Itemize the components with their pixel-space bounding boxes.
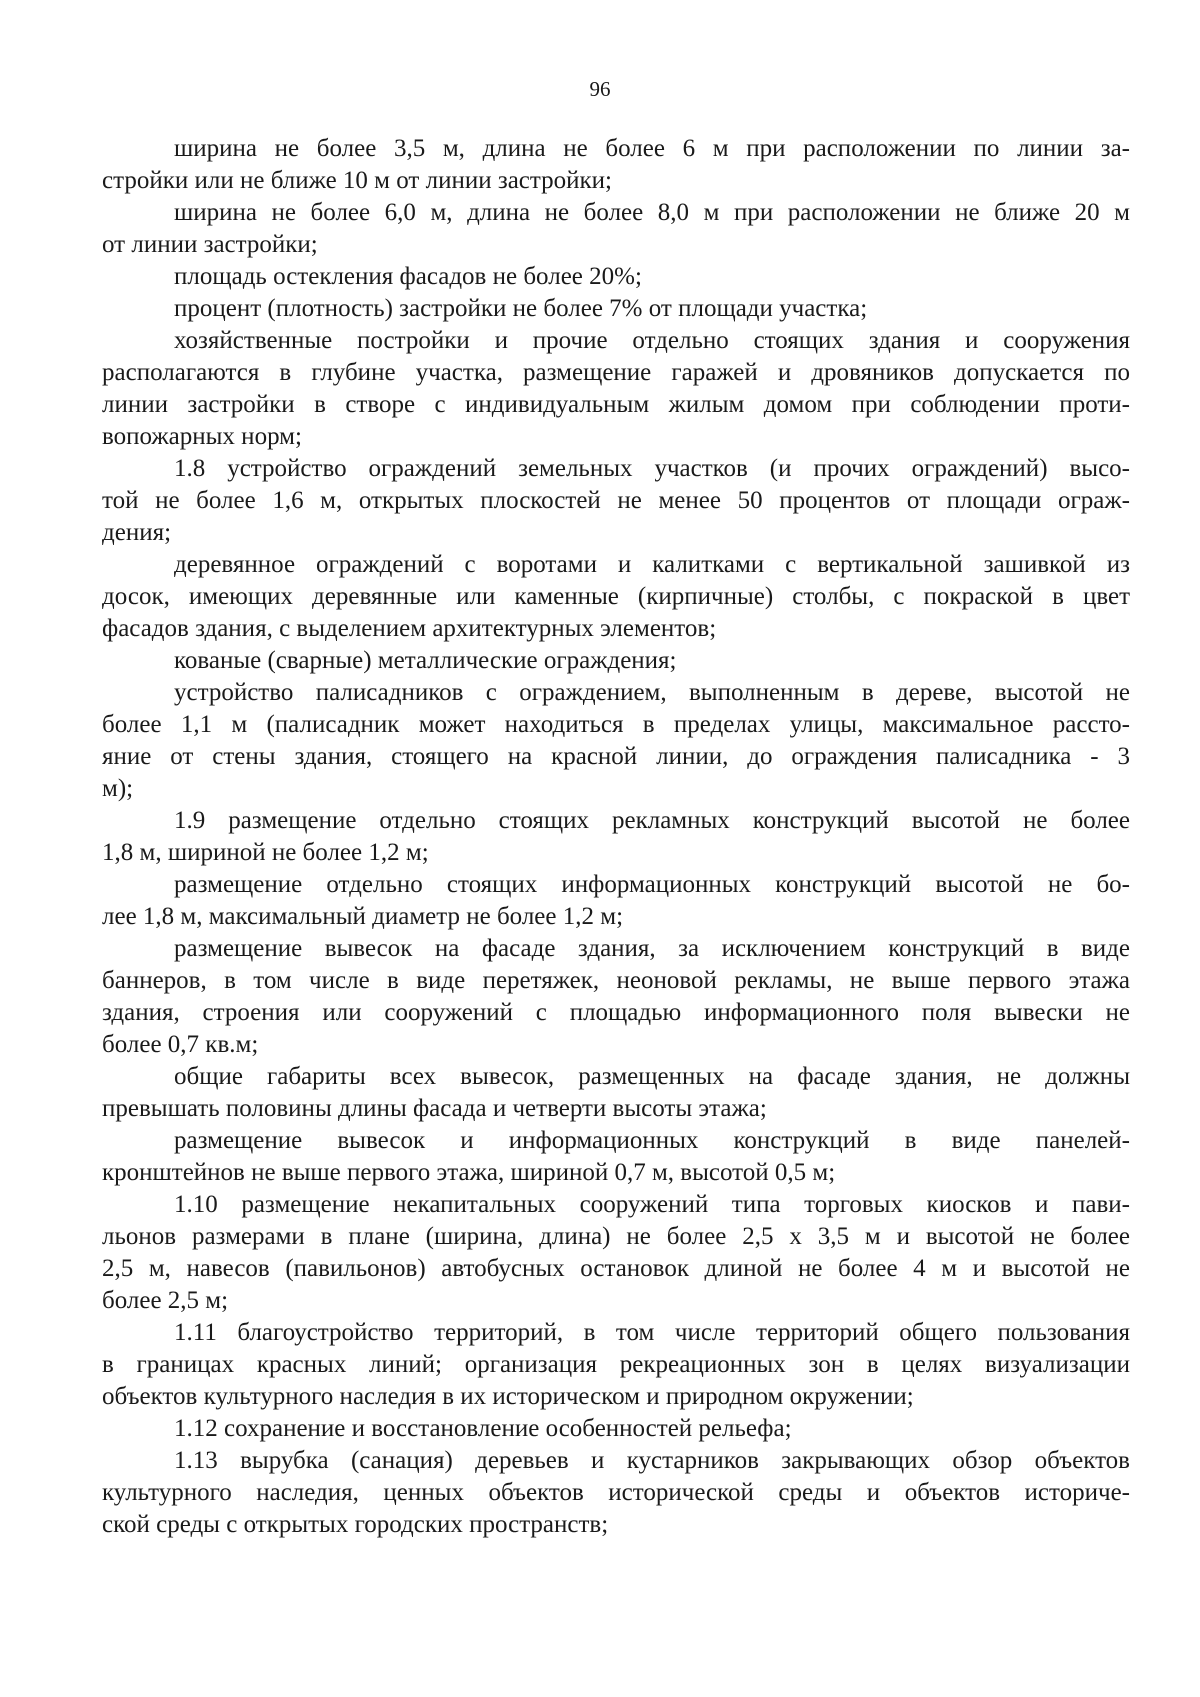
- text-line: 1.8 устройство ограждений земельных участков (и прочих ограждений) высо-: [174, 455, 1130, 482]
- paragraph: [102, 1413, 1130, 1445]
- text-line: 1.11 благоустройство территорий, в том числе территорий общего пользования: [174, 1319, 1130, 1346]
- text-line: фасадов здания, с выделением архитектурных элементов;: [102, 615, 717, 642]
- paragraph: [102, 869, 1130, 933]
- text-line: более 2,5 м;: [102, 1287, 229, 1314]
- text-line: размещение отдельно стоящих информационных конструкций высотой не бо-: [174, 871, 1130, 898]
- text-line: кованые (сварные) металлические ограждения;: [174, 647, 677, 674]
- text-line: ширина не более 6,0 м, длина не более 8,0 м при расположении не ближе 20 м: [174, 199, 1130, 226]
- paragraph: [102, 1189, 1130, 1317]
- paragraph: [102, 325, 1130, 453]
- text-line: общие габариты всех вывесок, размещенных на фасаде здания, не должны: [174, 1063, 1130, 1090]
- paragraph: [102, 1317, 1130, 1413]
- text-line: яние от стены здания, стоящего на красной линии, до ограждения палисадника - 3: [102, 743, 1130, 770]
- text-line: в границах красных линий; организация рекреационных зон в целях визуализации: [102, 1351, 1130, 1378]
- text-line: процент (плотность) застройки не более 7% от площади участка;: [174, 295, 868, 322]
- text-line: деревянное ограждений с воротами и калитками с вертикальной зашивкой из: [174, 551, 1130, 578]
- text-line: 1,8 м, шириной не более 1,2 м;: [102, 839, 429, 866]
- text-line: баннеров, в том числе в виде перетяжек, неоновой рекламы, не выше первого этажа: [102, 967, 1130, 994]
- text-line: вопожарных норм;: [102, 423, 302, 450]
- text-line: линии застройки в створе с индивидуальным жилым домом при соблюдении проти-: [102, 391, 1130, 418]
- paragraph: [102, 933, 1130, 1061]
- paragraph: [102, 677, 1130, 805]
- text-line: хозяйственные постройки и прочие отдельно стоящих здания и сооружения: [174, 327, 1130, 354]
- text-line: ской среды с открытых городских пространств;: [102, 1511, 609, 1538]
- text-line: м);: [102, 775, 134, 802]
- text-line: площадь остекления фасадов не более 20%;: [174, 263, 642, 290]
- page-number: 96: [589, 77, 611, 101]
- text-line: располагаются в глубине участка, размещение гаражей и дровяников допускается по: [102, 359, 1130, 386]
- paragraph: [102, 549, 1130, 645]
- text-line: лее 1,8 м, максимальный диаметр не более 1,2 м;: [102, 903, 624, 930]
- text-line: устройство палисадников с ограждением, выполненным в дереве, высотой не: [174, 679, 1130, 706]
- text-line: здания, строения или сооружений с площадью информационного поля вывески не: [102, 999, 1130, 1026]
- text-line: стройки или не ближе 10 м от линии застройки;: [102, 167, 612, 194]
- paragraph: [102, 805, 1130, 869]
- text-line: размещение вывесок на фасаде здания, за исключением конструкций в виде: [174, 935, 1130, 962]
- paragraph: [102, 197, 1130, 261]
- body-text: [102, 133, 1130, 1541]
- text-line: 1.9 размещение отдельно стоящих рекламных конструкций высотой не более: [174, 807, 1130, 834]
- text-line: более 1,1 м (палисадник может находиться в пределах улицы, максимальное рассто-: [102, 711, 1130, 738]
- text-line: ширина не более 3,5 м, длина не более 6 м при расположении по линии за-: [174, 135, 1130, 162]
- paragraph: [102, 1445, 1130, 1541]
- paragraph: [102, 133, 1130, 197]
- paragraph: [102, 293, 1130, 325]
- text-line: объектов культурного наследия в их историческом и природном окружении;: [102, 1383, 914, 1410]
- text-line: размещение вывесок и информационных конструкций в виде панелей-: [174, 1127, 1130, 1154]
- text-line: культурного наследия, ценных объектов исторической среды и объектов историче-: [102, 1479, 1130, 1506]
- paragraph: [102, 645, 1130, 677]
- text-line: льонов размерами в плане (ширина, длина) не более 2,5 х 3,5 м и высотой не более: [102, 1223, 1130, 1250]
- text-line: дения;: [102, 519, 172, 546]
- text-line: той не более 1,6 м, открытых плоскостей не менее 50 процентов от площади ограж-: [102, 487, 1130, 514]
- text-line: 1.10 размещение некапитальных сооружений типа торговых киосков и пави-: [174, 1191, 1130, 1218]
- paragraph: [102, 1061, 1130, 1125]
- text-line: от линии застройки;: [102, 231, 318, 258]
- text-line: превышать половины длины фасада и четверти высоты этажа;: [102, 1095, 767, 1122]
- text-line: 1.13 вырубка (санация) деревьев и кустарников закрывающих обзор объектов: [174, 1447, 1130, 1474]
- paragraph: [102, 1125, 1130, 1189]
- text-line: кронштейнов не выше первого этажа, шириной 0,7 м, высотой 0,5 м;: [102, 1159, 836, 1186]
- text-line: более 0,7 кв.м;: [102, 1031, 259, 1058]
- paragraph: [102, 261, 1130, 293]
- paragraph: [102, 453, 1130, 549]
- text-line: 2,5 м, навесов (павильонов) автобусных остановок длиной не более 4 м и высотой не: [102, 1255, 1130, 1282]
- text-line: 1.12 сохранение и восстановление особенностей рельефа;: [174, 1415, 792, 1442]
- text-line: досок, имеющих деревянные или каменные (кирпичные) столбы, с покраской в цвет: [102, 583, 1130, 610]
